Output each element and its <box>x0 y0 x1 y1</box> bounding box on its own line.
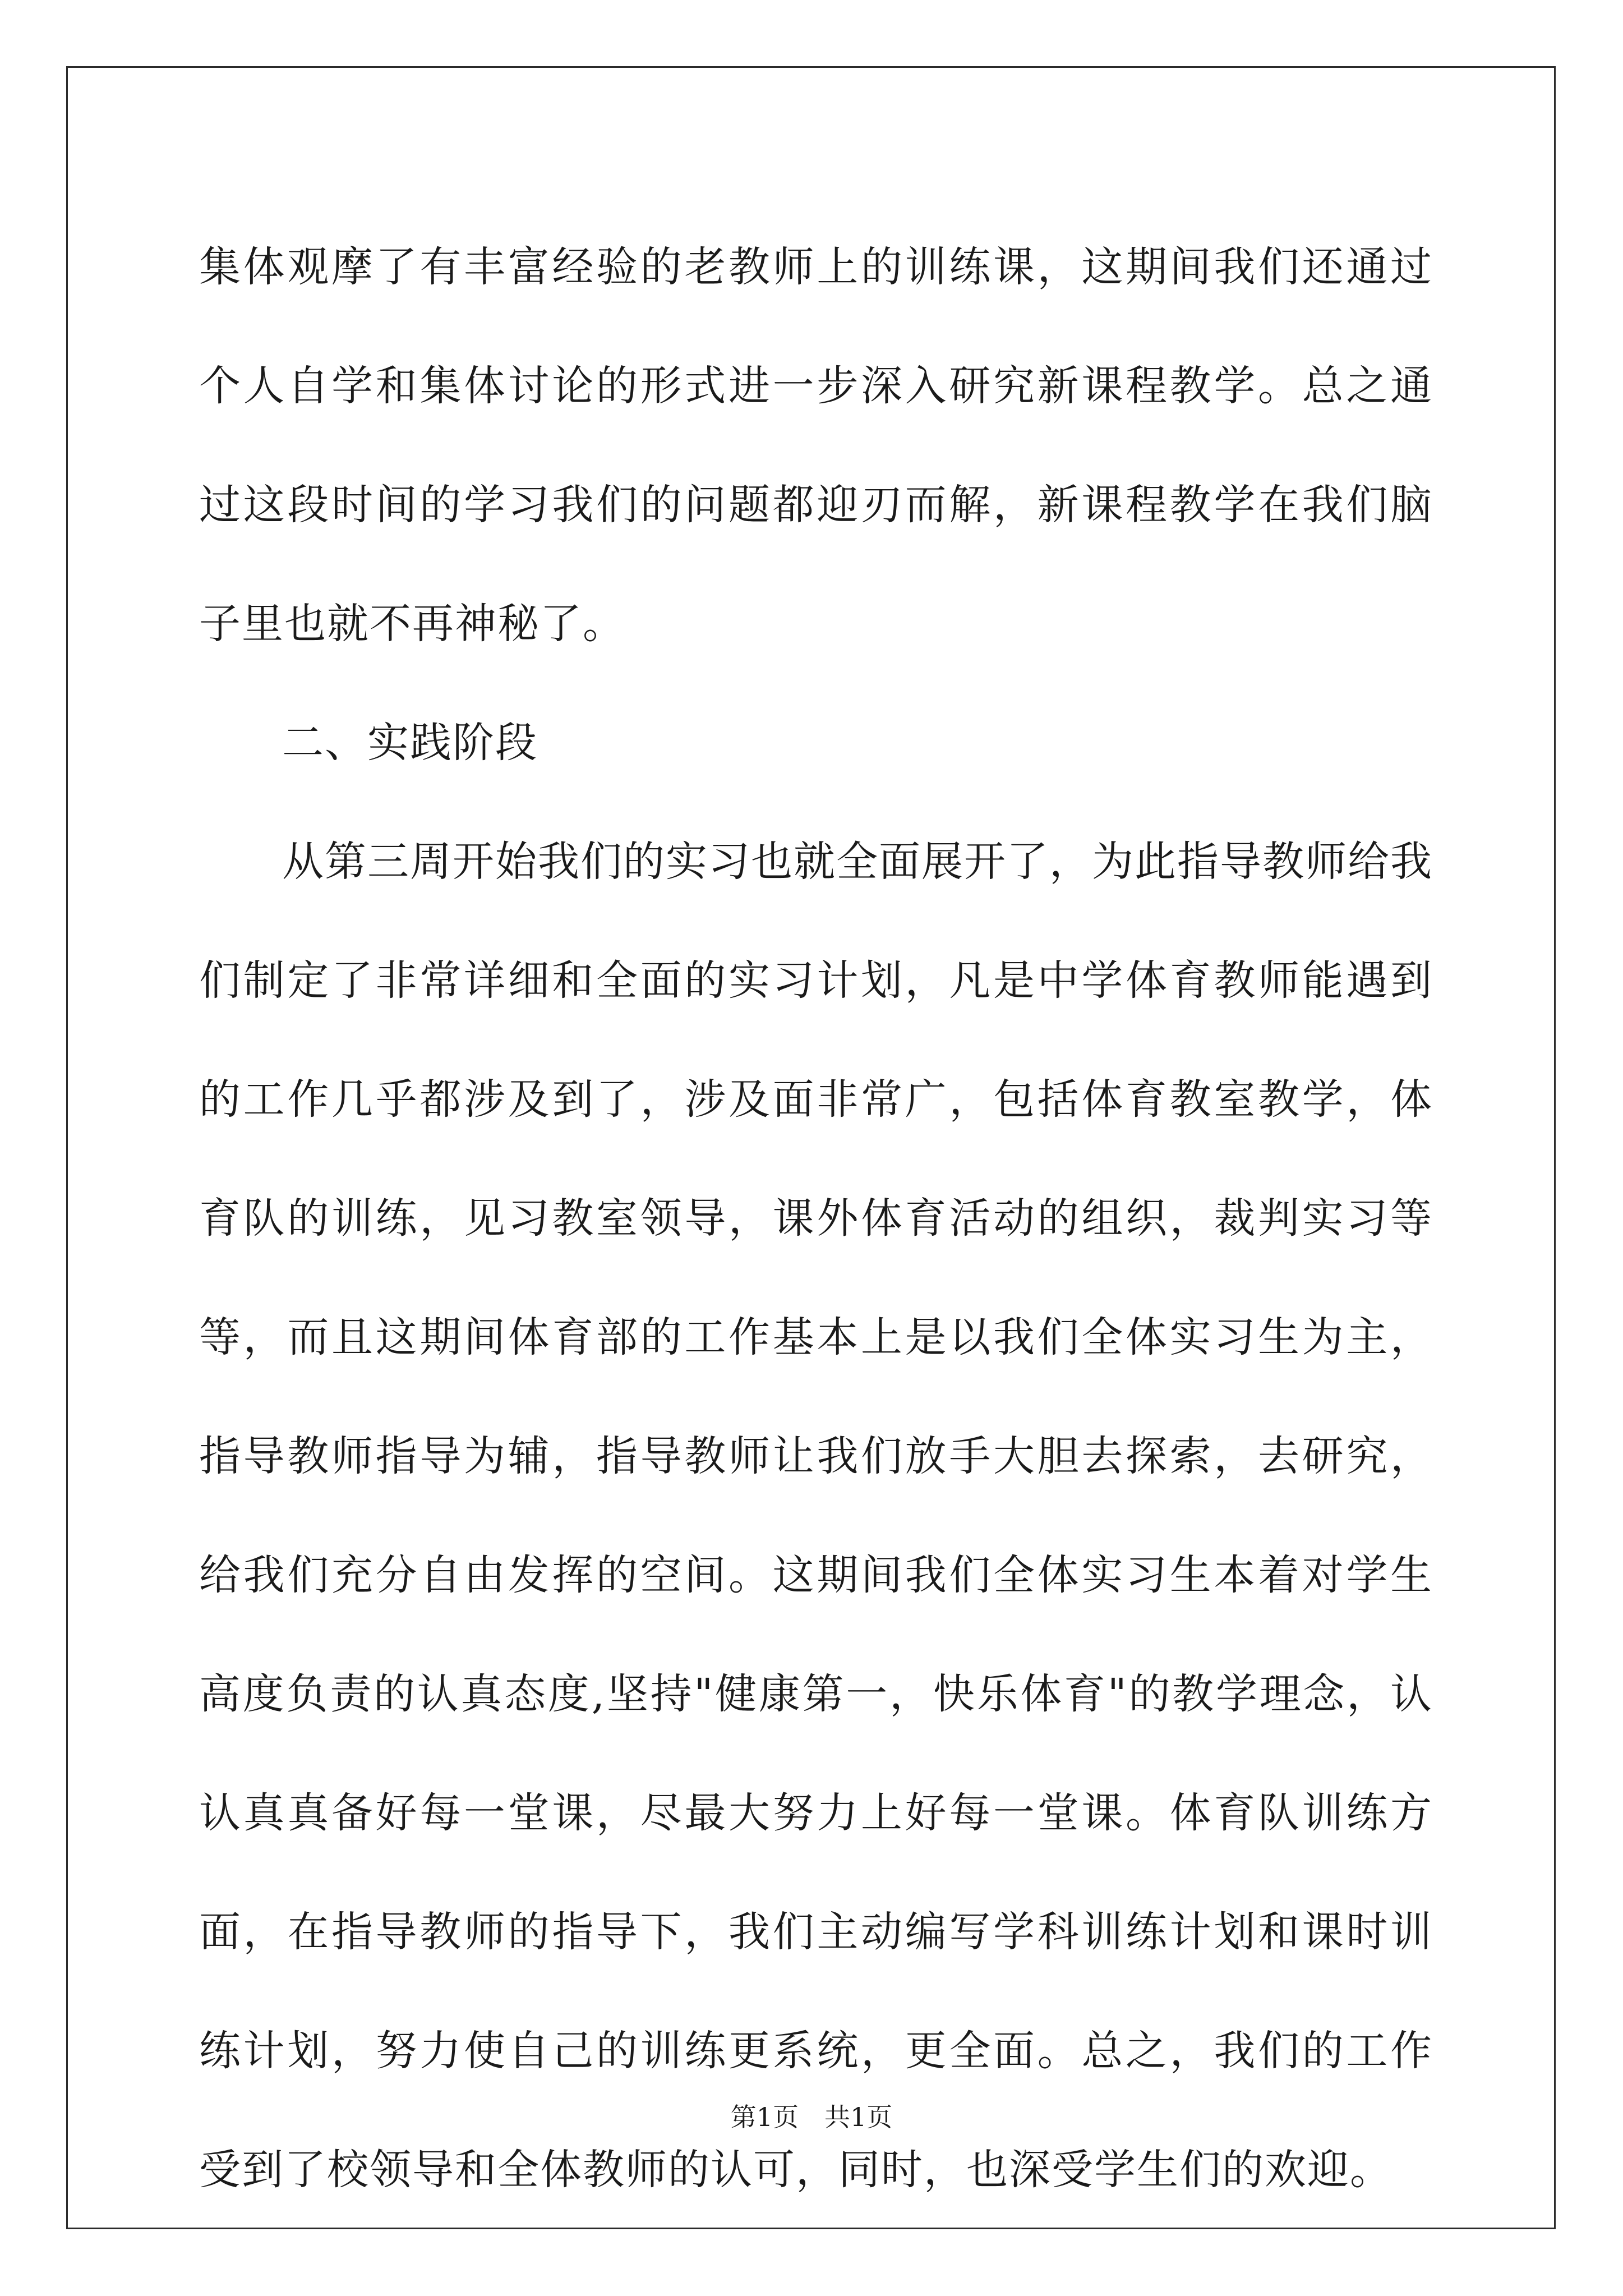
section-heading: 二、实践阶段 <box>282 719 538 767</box>
paragraph-intro: 集体观摩了有丰富经验的老教师上的训练课，这期间我们还通过个人自学和集体讨论的形式进一步深入研究新课程教学。总之通过这段时间的学习我们的问题都迎刃而解，新课程教学在我们脑子里也就不再神秘了。 <box>199 243 1433 648</box>
document-body <box>199 208 1433 2229</box>
page-footer: 第1页 共1页 <box>730 2102 893 2132</box>
paragraph-practice: 从第三周开始我们的实习也就全面展开了，为此指导教师给我们制定了非常详细和全面的实习计划，凡是中学体育教师能遇到的工作几乎都涉及到了，涉及面非常广，包括体育教室教学，体育队的训练，见习教室领导，课外体育活动的组织，裁判实习等等，而且这期间体育部的工作基本上是以我们全体实习生为主，指导教师指导为辅，指导教师让我们放手大胆去探索，去研究，给我们充分自由发挥的空间。这期间我们全体实习生本着对学生高度负责的认真态度,坚持"健康第一，快乐体育"的教学理念，认认真真备好每一堂课，尽最大努力上好每一堂课。体育队训练方面，在指导教师的指导下，我们主动编写学科训练计划和课时训练计划，努力使自己的训练更系统，更全面。总之，我们的工作受到了校领导和全体教师的认可，同时，也深受学生们的欢迎。 <box>199 838 1433 2194</box>
